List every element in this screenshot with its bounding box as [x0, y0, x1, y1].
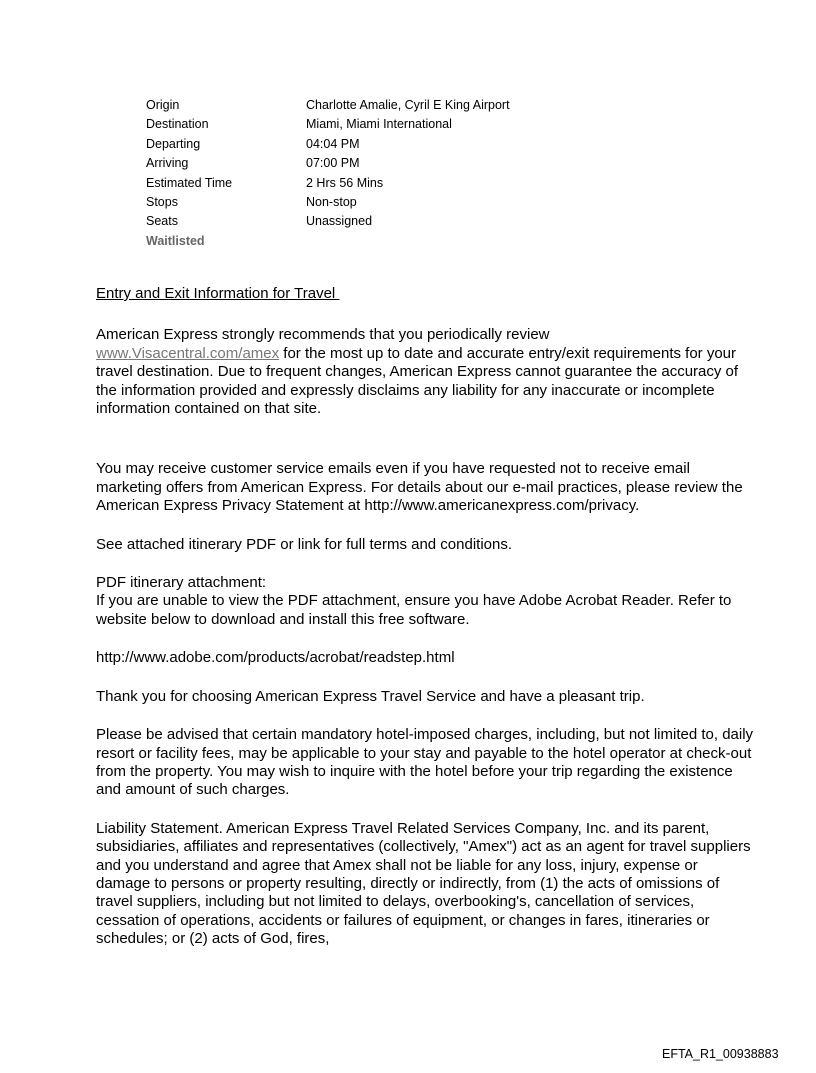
waitlisted-status: Waitlisted	[146, 233, 205, 248]
flight-label: Origin	[146, 98, 180, 112]
entry-exit-heading: Entry and Exit Information for Travel	[96, 285, 340, 302]
flight-value: 2 Hrs 56 Mins	[306, 175, 384, 190]
flight-row-status	[146, 232, 646, 251]
email-notice-paragraph: You may receive customer service emails even if you have requested not to receive email marketing offers from American Express. For details about our e-mail practices, please review the American Express Privacy Statement at http://www.americanexpress.com/privacy.	[96, 460, 743, 515]
adobe-download-url: http://www.adobe.com/products/acrobat/readstep.html	[96, 649, 455, 667]
see-attached-paragraph: See attached itinerary PDF or link for full terms and conditions.	[96, 535, 513, 553]
pdf-attachment-title: PDF itinerary attachment:	[96, 574, 267, 592]
flight-label: Arriving	[146, 156, 189, 171]
flight-value: Charlotte Amalie, Cyril E King Airport	[306, 98, 510, 112]
thank-you-paragraph: Thank you for choosing American Express Travel Service and have a pleasant trip.	[96, 687, 645, 705]
document-body	[96, 285, 756, 949]
flight-label: Destination	[146, 117, 209, 132]
flight-value: Unassigned	[306, 214, 373, 229]
hotel-charges-paragraph: Please be advised that certain mandatory hotel-imposed charges, including, but not limited to, daily resort or facility fees, may be applicable to your stay and payable to the hotel operator at check-out from the property. You may wish to inquire with the hotel before your trip regarding the existence and amount of such charges.	[96, 726, 754, 799]
flight-details-table	[146, 96, 646, 251]
flight-row-stops	[146, 193, 646, 212]
flight-label: Estimated Time	[146, 175, 233, 190]
flight-row-arriving	[146, 154, 646, 173]
flight-value: 07:00 PM	[306, 156, 360, 171]
flight-label: Stops	[146, 195, 178, 210]
flight-value: 04:04 PM	[306, 136, 360, 151]
flight-row-estimated-time	[146, 174, 646, 193]
entry-exit-text-end: for the most up to date and accurate entry/exit requirements for your travel destination. Due to frequent changes, American Express cannot guarantee the accuracy of the information provided and expressly disclaims any liability for any inaccurate or incomplete information contained on that site.	[96, 344, 739, 418]
flight-row-destination	[146, 115, 646, 134]
flight-row-origin	[146, 96, 646, 115]
flight-label: Departing	[146, 136, 201, 151]
flight-row-seats	[146, 212, 646, 231]
flight-value: Non-stop	[306, 195, 357, 210]
pdf-attachment-paragraph: If you are unable to view the PDF attachment, ensure you have Adobe Acrobat Reader. Refer to website below to download and install this free software.	[96, 592, 732, 628]
entry-exit-text-start: American Express strongly recommends that you periodically review	[96, 326, 550, 344]
flight-row-departing	[146, 135, 646, 154]
visacentral-link[interactable]: www.Visacentral.com/amex	[96, 344, 280, 362]
flight-value: Miami, Miami International	[306, 117, 452, 132]
entry-exit-paragraph	[96, 326, 756, 418]
flight-label: Seats	[146, 214, 178, 229]
document-id-footer: EFTA_R1_00938883	[662, 1047, 779, 1061]
liability-statement-paragraph: Liability Statement. American Express Travel Related Services Company, Inc. and its parent, subsidiaries, affiliates and representatives (collectively, "Amex") act as an agent for travel suppliers and you understand and agree that Amex shall not be liable for any loss, injury, expense or damage to persons or property resulting, directly or indirectly, from (1) the acts of omissions of travel suppliers, including but not limited to delays, overbooking's, cancellation of services, cessation of operations, accidents or failures of equipment, or changes in fares, itineraries or schedules; or (2) acts of God, fires,	[96, 819, 751, 948]
